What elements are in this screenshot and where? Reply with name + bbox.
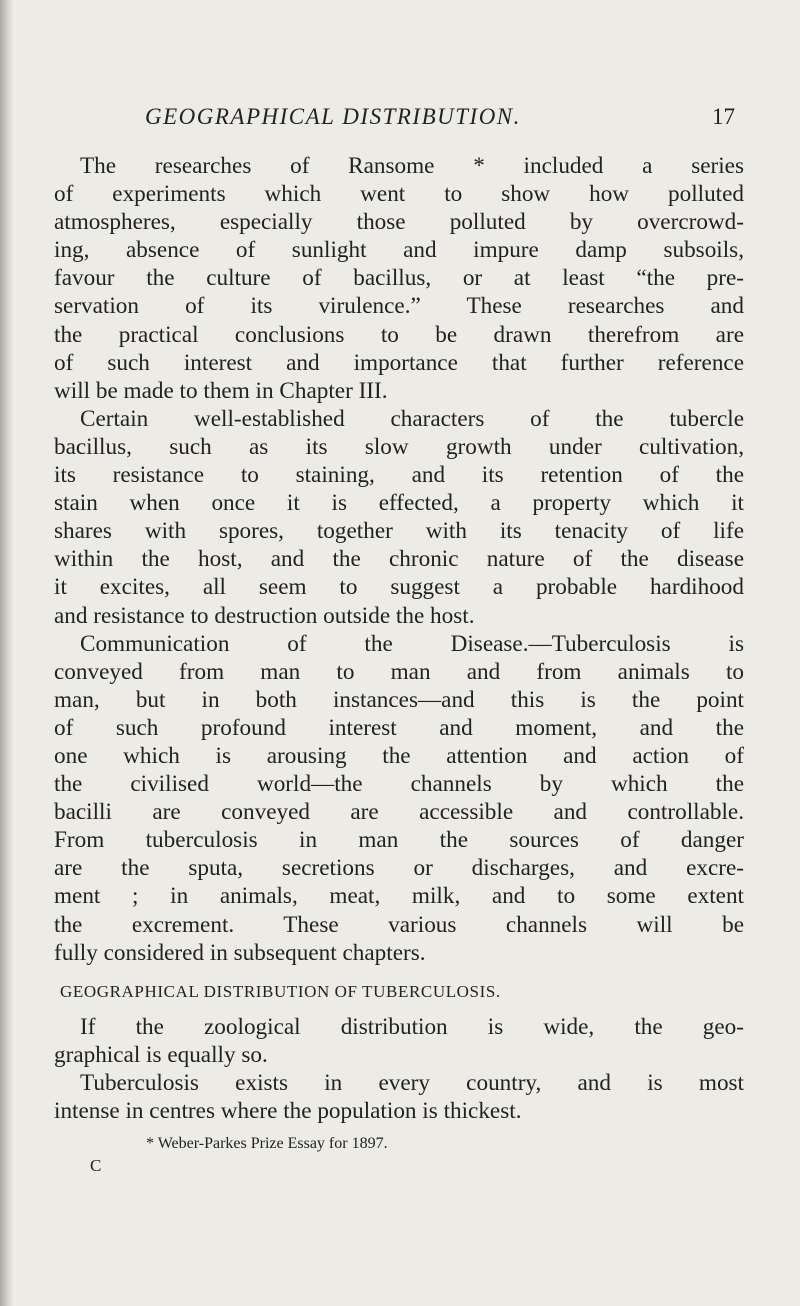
text-line: From tuberculosis in man the sources of danger: [54, 827, 744, 854]
text-line: If the zoological distribution is wide, the geo-: [80, 1013, 744, 1040]
text-line: one which is arousing the attention and action of: [54, 742, 744, 769]
text-line: will be made to them in Chapter III.: [54, 377, 388, 404]
running-head: GEOGRAPHICAL DISTRIBUTION.: [145, 104, 521, 129]
text-line: The researches of Ransome * included a series: [80, 153, 744, 179]
footnote: * Weber-Parkes Prize Essay for 1897.: [146, 1135, 388, 1153]
text-line: favour the culture of bacillus, or at least “the pre-: [54, 265, 744, 292]
section-heading: GEOGRAPHICAL DISTRIBUTION OF TUBERCULOSIS.: [60, 981, 501, 1001]
text-line: bacilli are conveyed are accessible and controllable.: [54, 799, 744, 826]
text-line: intense in centres where the population is thickest.: [54, 1098, 522, 1124]
text-line: the excrement. These various channels will be: [54, 911, 744, 938]
text-line: within the host, and the chronic nature of the disease: [54, 546, 744, 573]
text-line: graphical is equally so.: [54, 1041, 268, 1068]
text-line: atmospheres, especially those polluted by overcrowd-: [54, 209, 744, 236]
text-line: are the sputa, secretions or discharges, and excre-: [54, 855, 744, 882]
text-line: the civilised world—the channels by which the: [54, 771, 744, 798]
text-line: of such interest and importance that further reference: [54, 349, 744, 376]
text-line: of experiments which went to show how polluted: [54, 181, 744, 208]
page-binding-edge: [0, 0, 14, 1306]
text-line: man, but in both instances—and this is the point: [54, 686, 744, 713]
text-line: its resistance to staining, and its retention of the: [54, 462, 744, 489]
page-body: [54, 152, 744, 1177]
text-line: ment ; in animals, meat, milk, and to some extent: [54, 883, 744, 910]
text-line: stain when once it is effected, a property which it: [54, 490, 744, 517]
text-line: Communication of the Disease.—Tuberculosis is: [80, 630, 744, 657]
text-line: ing, absence of sunlight and impure damp subsoils,: [54, 237, 744, 264]
text-line: servation of its virulence.” These researches and: [54, 293, 744, 320]
text-line: conveyed from man to man and from animals to: [54, 658, 744, 685]
text-line: the practical conclusions to be drawn therefrom are: [54, 321, 744, 348]
text-line: and resistance to destruction outside the host.: [54, 602, 475, 629]
page-number: 17: [712, 104, 735, 129]
text-line: Tuberculosis exists in every country, and is most: [80, 1069, 744, 1096]
text-line: Certain well-established characters of the tubercle: [80, 405, 744, 432]
text-line: shares with spores, together with its tenacity of life: [54, 518, 744, 545]
text-line: fully considered in subsequent chapters.: [54, 939, 426, 966]
text-line: it excites, all seem to suggest a probable hardihood: [54, 574, 744, 601]
text-line: of such profound interest and moment, and the: [54, 714, 744, 741]
text-line: bacillus, such as its slow growth under cultivation,: [54, 433, 744, 460]
page-header: [145, 104, 735, 136]
signature-mark: C: [90, 1156, 102, 1176]
